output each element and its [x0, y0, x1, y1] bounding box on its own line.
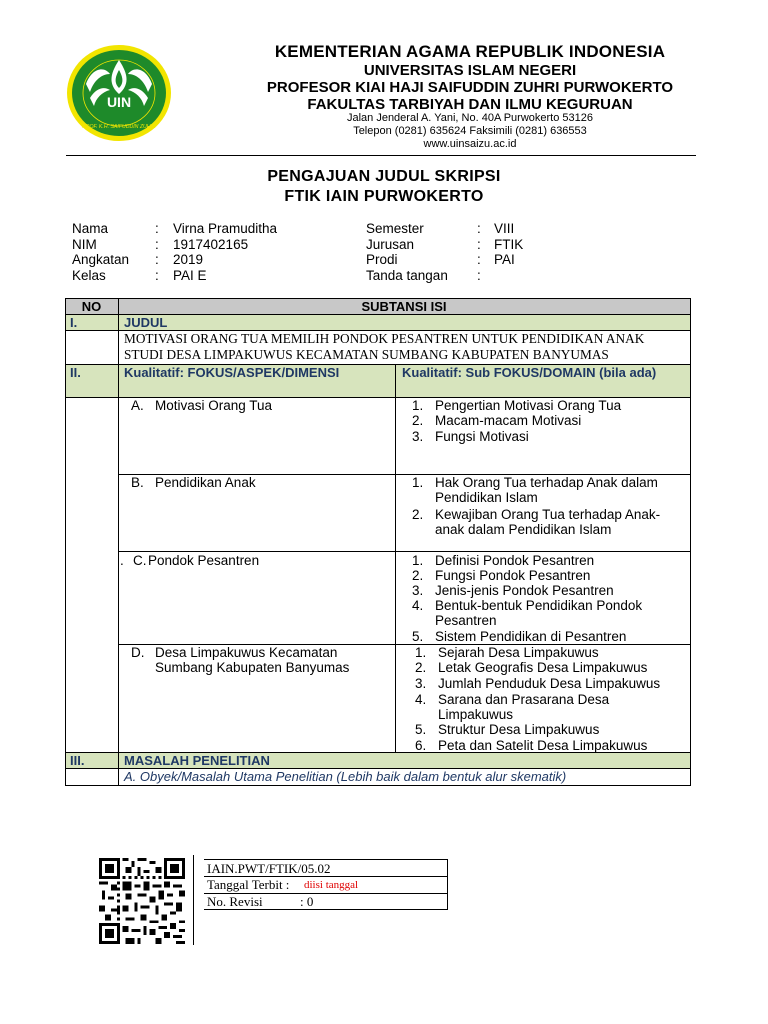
faculty-name: FAKULTAS TARBIYAH DAN ILMU KEGURUAN	[307, 96, 633, 113]
footer-divider	[193, 855, 194, 945]
identity-label: NIM	[72, 237, 97, 252]
column-header-no: NO	[81, 299, 102, 314]
document-subtitle: FTIK IAIN PURWOKERTO	[284, 188, 484, 205]
subfocus-item: Pendidikan Islam	[435, 490, 538, 505]
subfocus-item: Kewajiban Orang Tua terhadap Anak-	[435, 507, 661, 522]
identity-label: Jurusan	[366, 237, 415, 252]
identity-sep: :	[155, 252, 159, 267]
revision-label: No. Revisi	[207, 894, 263, 909]
university-name: UNIVERSITAS ISLAM NEGERI	[363, 62, 577, 79]
subfocus-item: Bentuk-bentuk Pendidikan Pondok	[435, 598, 643, 613]
document-title: PENGAJUAN JUDUL SKRIPSI	[267, 168, 501, 185]
list-number: 2.	[412, 507, 424, 522]
focus-title: Pondok Pesantren	[148, 553, 260, 568]
list-number: 4.	[415, 692, 427, 707]
document-code: IAIN.PWT/FTIK/05.02	[207, 861, 331, 876]
focus-column-header: Kualitatif: FOKUS/ASPEK/DIMENSI	[124, 365, 340, 380]
list-number: 2.	[412, 568, 424, 583]
section-number: I.	[70, 315, 78, 330]
subfocus-item: Letak Geografis Desa Limpakuwus	[438, 660, 648, 675]
revision-value: : 0	[300, 894, 314, 909]
focus-title: Desa Limpakuwus Kecamatan	[155, 645, 338, 660]
identity-label: Nama	[72, 221, 109, 236]
identity-label: Tanda tangan	[366, 268, 448, 283]
list-number: 2.	[412, 413, 424, 428]
header-divider	[66, 155, 696, 156]
subfocus-item: Macam-macam Motivasi	[435, 413, 582, 428]
subfocus-item: Sarana dan Prasarana Desa	[438, 692, 610, 707]
list-number: 5.	[412, 629, 424, 644]
subfocus-item: Peta dan Satelit Desa Limpakuwus	[438, 738, 648, 753]
identity-sep: :	[155, 237, 159, 252]
subfocus-item: Definisi Pondok Pesantren	[435, 553, 595, 568]
list-number: 3.	[412, 583, 424, 598]
focus-letter: B.	[131, 475, 144, 490]
research-problem-item: A. Obyek/Masalah Utama Penelitian (Lebih baik dalam bentuk alur skematik)	[124, 769, 567, 784]
focus-title: Pendidikan Anak	[155, 475, 256, 490]
phone: Telepon (0281) 635624 Faksimili (0281) 636553	[353, 125, 587, 137]
subfocus-item: anak dalam Pendidikan Islam	[435, 522, 612, 537]
student-department: FTIK	[494, 237, 524, 252]
subfocus-item: Fungsi Pondok Pesantren	[435, 568, 591, 583]
identity-label: Angkatan	[72, 252, 130, 267]
subfocus-item: Hak Orang Tua terhadap Anak dalam	[435, 475, 658, 490]
issue-date-label: Tanggal Terbit :	[207, 877, 290, 892]
list-number: 1.	[412, 553, 424, 568]
list-number: 1.	[415, 645, 427, 660]
university-full-name: PROFESOR KIAI HAJI SAIFUDDIN ZUHRI PURWOKERTO	[266, 79, 674, 96]
identity-label: Kelas	[72, 268, 106, 283]
focus-letter: A.	[131, 398, 144, 413]
focus-letter: D.	[131, 645, 145, 660]
issue-date-value: diisi tanggal	[304, 879, 359, 891]
list-number: 2.	[415, 660, 427, 675]
list-number: 1.	[412, 475, 424, 490]
subfocus-item: Sejarah Desa Limpakuwus	[438, 645, 599, 660]
qr-code	[98, 858, 186, 944]
identity-sep: :	[477, 237, 481, 252]
student-program: PAI	[494, 252, 515, 267]
logo-ring-text: PROF. K.H. SAIFUDDIN ZUHRI	[82, 124, 156, 130]
identity-sep: :	[477, 252, 481, 267]
subfocus-item: Jenis-jenis Pondok Pesantren	[435, 583, 614, 598]
subfocus-item: Jumlah Penduduk Desa Limpakuwus	[438, 676, 661, 691]
student-nim: 1917402165	[173, 237, 249, 252]
section-number: II.	[70, 365, 81, 380]
list-number: 1.	[412, 398, 424, 413]
student-name: Virna Pramuditha	[173, 221, 278, 236]
identity-label: Prodi	[366, 252, 398, 267]
identity-sep: :	[155, 268, 159, 283]
list-number: 3.	[415, 676, 427, 691]
subfocus-item: Fungsi Motivasi	[435, 429, 529, 444]
list-number: 4.	[412, 598, 424, 613]
list-number: 5.	[415, 722, 427, 737]
subfocus-column-header: Kualitatif: Sub FOKUS/DOMAIN (bila ada)	[402, 365, 657, 380]
student-year: 2019	[173, 252, 204, 267]
ministry-name: KEMENTERIAN AGAMA REPUBLIK INDONESIA	[274, 42, 666, 61]
focus-marker: .	[120, 553, 124, 568]
address: Jalan Jenderal A. Yani, No. 40A Purwokerto 53126	[346, 112, 594, 124]
identity-sep: :	[477, 268, 481, 283]
list-number: 3.	[412, 429, 424, 444]
identity-label: Semester	[366, 221, 424, 236]
website-link[interactable]: www.uinsaizu.ac.id	[423, 138, 517, 150]
focus-letter: C.	[133, 553, 147, 568]
student-class: PAI E	[173, 268, 207, 283]
identity-sep: :	[477, 221, 481, 236]
thesis-title-line: STUDI DESA LIMPAKUWUS KECAMATAN SUMBANG KABUPATEN BANYUMAS	[124, 347, 609, 362]
uin-logo	[66, 44, 172, 142]
focus-title: Motivasi Orang Tua	[155, 398, 273, 413]
student-semester: VIII	[494, 221, 515, 236]
focus-title: Sumbang Kabupaten Banyumas	[155, 660, 350, 675]
subfocus-item: Pesantren	[435, 613, 497, 628]
list-number: 6.	[415, 738, 427, 753]
thesis-title-line: MOTIVASI ORANG TUA MEMILIH PONDOK PESANTREN UNTUK PENDIDIKAN ANAK	[124, 331, 645, 346]
section-title-judul: JUDUL	[124, 315, 168, 330]
section-number: III.	[70, 753, 85, 768]
subfocus-item: Limpakuwus	[438, 707, 514, 722]
subfocus-item: Struktur Desa Limpakuwus	[438, 722, 600, 737]
identity-sep: :	[155, 221, 159, 236]
column-header-content: SUBTANSI ISI	[361, 299, 447, 314]
subfocus-item: Pengertian Motivasi Orang Tua	[435, 398, 622, 413]
subfocus-item: Sistem Pendidikan di Pesantren	[435, 629, 627, 644]
logo-text: UIN	[106, 94, 132, 110]
section-title-masalah: MASALAH PENELITIAN	[124, 753, 270, 768]
